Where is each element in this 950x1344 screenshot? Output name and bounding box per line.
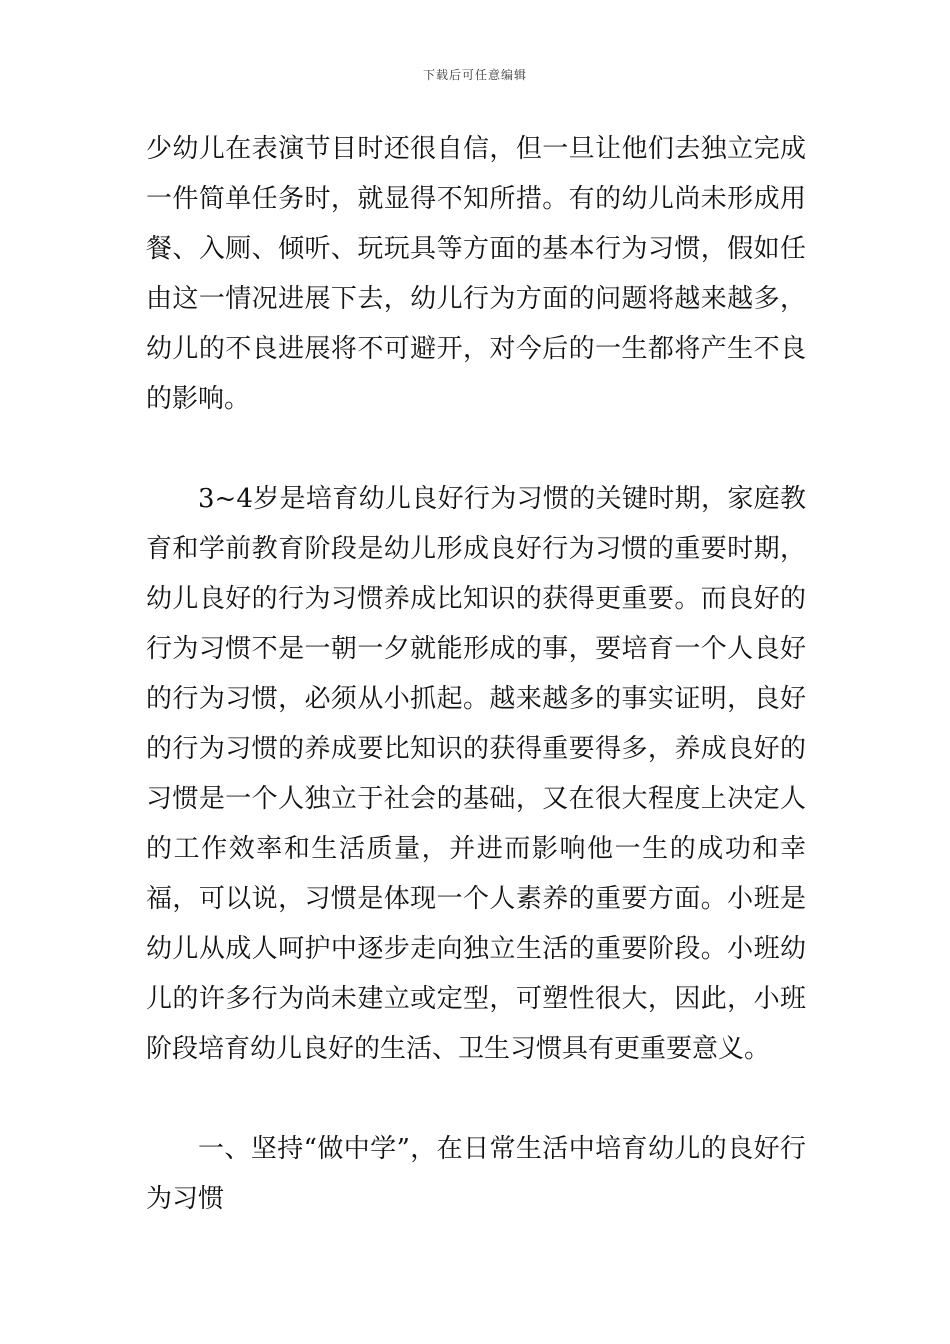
paragraph-1: 少幼儿在表演节目时还很自信，但一旦让他们去独立完成一件简单任务时，就显得不知所措。有的幼儿尚未形成用餐、入厕、倾听、玩玩具等方面的基本行为习惯，假如任由这一情况进展下去，幼儿行为方面的问题将越来越多，幼儿的不良进展将不可避开，对今后的一生都将产生不良的影响。 <box>146 134 806 414</box>
paragraph-spacer <box>146 1074 806 1124</box>
page-header: 下载后可任意编辑 <box>422 68 527 82</box>
document-body <box>146 124 806 1224</box>
section-heading: 一、坚持“做中学”，在日常生活中培育幼儿的良好行为习惯 <box>146 1134 806 1214</box>
paragraph-2: 3~4岁是培育幼儿良好行为习惯的关键时期，家庭教育和学前教育阶段是幼儿形成良好行为习惯的重要时期，幼儿良好的行为习惯养成比知识的获得更重要。而良好的行为习惯不是一朝一夕就能形成的事，要培育一个人良好的行为习惯，必须从小抓起。越来越多的事实证明，良好的行为习惯的养成要比知识的获得重要得多，养成良好的习惯是一个人独立于社会的基础，又在很大程度上决定人的工作效率和生活质量，并进而影响他一生的成功和幸福，可以说，习惯是体现一个人素养的重要方面。小班是幼儿从成人呵护中逐步走向独立生活的重要阶段。小班幼儿的许多行为尚未建立或定型，可塑性很大，因此，小班阶段培育幼儿良好的生活、卫生习惯具有更重要意义。 <box>146 484 806 1064</box>
paragraph-spacer <box>146 424 806 474</box>
